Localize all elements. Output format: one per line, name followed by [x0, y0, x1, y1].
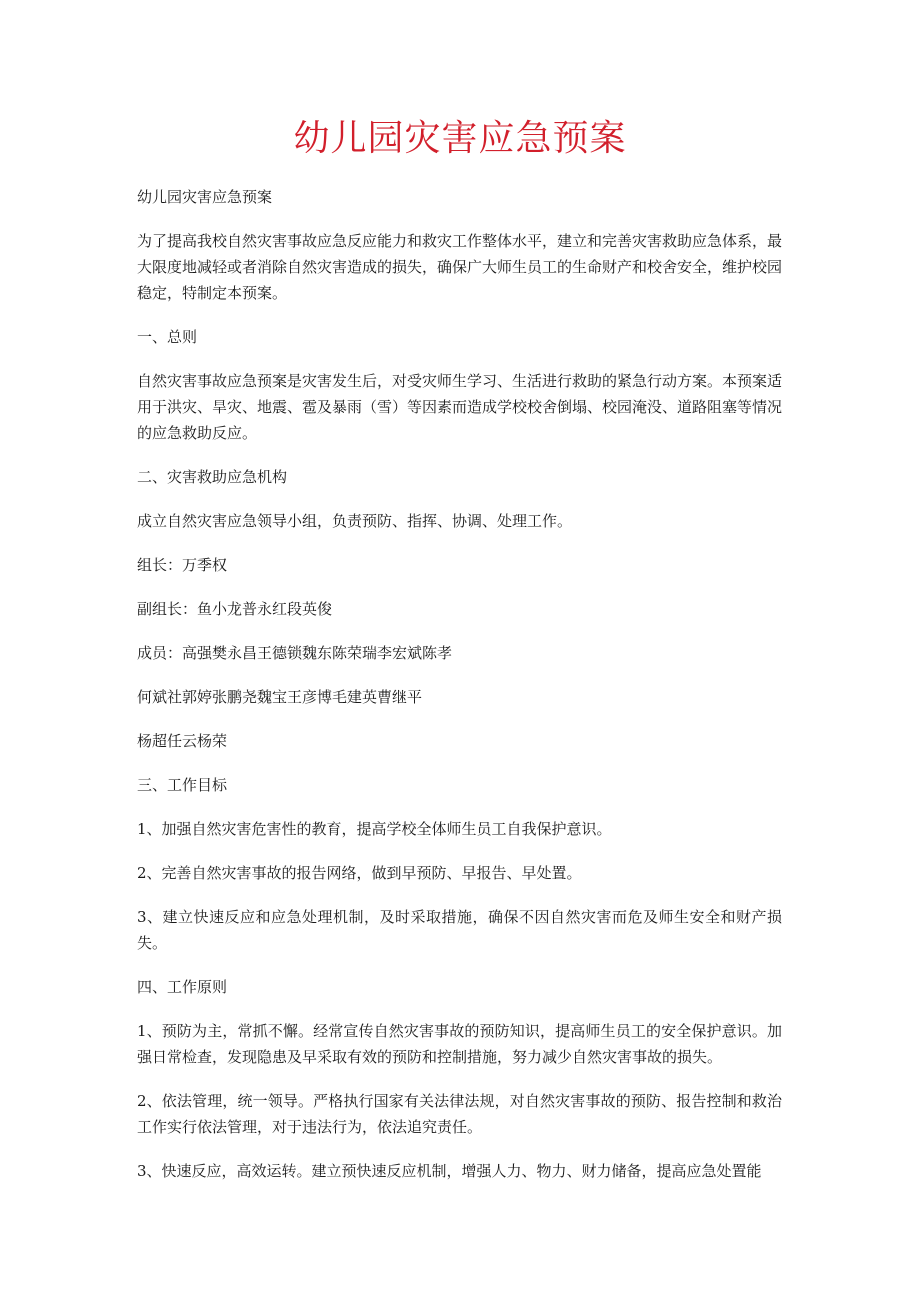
section-heading-goals: 三、工作目标: [137, 776, 228, 794]
principle-item-3: 3、快速反应，高效运转。建立预快速反应机制，增强人力、物力、财力储备，提高应急处置能: [137, 1162, 762, 1180]
section-heading-principles: 四、工作原则: [137, 978, 228, 996]
members-line-2: 何斌社郭婷张鹏尧魏宝王彦博毛建英曹继平: [137, 688, 423, 706]
principle-item-1: 1、预防为主，常抓不懈。经常宣传自然灾害事故的预防知识，提高师生员工的安全保护意识。加强日常检查，发现隐患及早采取有效的预防和控制措施，努力减少自然灾害事故的损失。: [137, 1022, 782, 1066]
section-heading-general: 一、总则: [137, 328, 198, 346]
leader-line: 组长：万季权: [137, 556, 228, 574]
goal-item-2: 2、完善自然灾害事故的报告网络，做到早预防、早报告、早处置。: [137, 864, 582, 882]
subtitle-paragraph: 幼儿园灾害应急预案: [137, 188, 273, 206]
intro-paragraph: 为了提高我校自然灾害事故应急反应能力和救灾工作整体水平，建立和完善灾害救助应急体系，最大限度地减轻或者消除自然灾害造成的损失，确保广大师生员工的生命财产和校舍安全，维护校园稳定，特制定本预案。: [137, 232, 783, 302]
general-paragraph: 自然灾害事故应急预案是灾害发生后，对受灾师生学习、生活进行救助的紧急行动方案。本预案适用于洪灾、旱灾、地震、雹及暴雨（雪）等因素而造成学校校舍倒塌、校园淹没、道路阻塞等情况的应急救助反应。: [137, 372, 783, 442]
document-title: 幼儿园灾害应急预案: [293, 118, 627, 159]
principle-item-2: 2、依法管理，统一领导。严格执行国家有关法律法规，对自然灾害事故的预防、报告控制和救治工作实行依法管理，对于违法行为，依法追究责任。: [137, 1092, 782, 1136]
organization-paragraph: 成立自然灾害应急领导小组，负责预防、指挥、协调、处理工作。: [137, 512, 573, 530]
deputy-leader-line: 副组长：鱼小龙普永红段英俊: [137, 600, 333, 618]
goal-item-3: 3、建立快速反应和应急处理机制，及时采取措施，确保不因自然灾害而危及师生安全和财产损失。: [137, 908, 782, 952]
section-heading-organization: 二、灾害救助应急机构: [137, 468, 288, 486]
members-line-3: 杨超任云杨荣: [137, 732, 228, 750]
document-body: [137, 184, 782, 1202]
goal-item-1: 1、加强自然灾害危害性的教育，提高学校全体师生员工自我保护意识。: [137, 820, 612, 838]
members-line-1: 成员：高强樊永昌王德锁魏东陈荣瑞李宏斌陈孝: [137, 644, 453, 662]
